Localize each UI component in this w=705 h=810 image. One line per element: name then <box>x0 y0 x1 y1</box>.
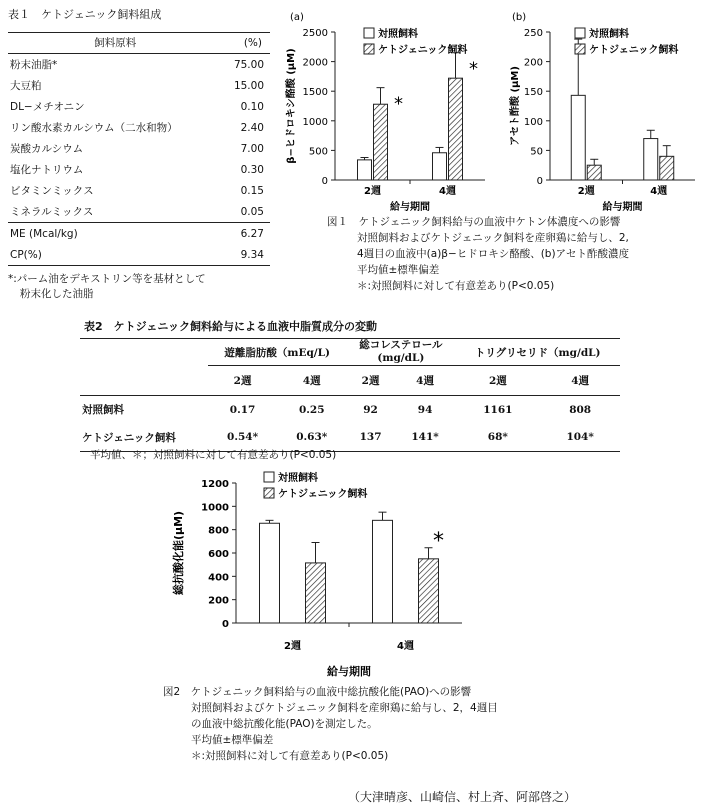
table1-title: 表１ ケトジェニック飼料組成 <box>8 8 162 21</box>
x-tick-label: 4週 <box>650 186 668 197</box>
ingredient-name: 大豆粕 <box>10 80 42 92</box>
nutrient-value: 9.34 <box>222 244 270 266</box>
legend-label: ケトジェニック飼料 <box>278 489 368 500</box>
y-tick-label: 50 <box>530 146 543 158</box>
figure2-caption <box>163 684 498 764</box>
figure2-caption-line: 平均値±標準偏差 <box>191 734 274 746</box>
table2-week-header: 2週 <box>455 366 540 396</box>
legend-swatch <box>264 488 274 498</box>
bar-control <box>358 160 372 180</box>
table1-note <box>8 272 273 302</box>
x-axis-label: 給与期間 <box>602 202 643 213</box>
ingredient-name: 炭酸カルシウム <box>10 143 84 155</box>
table2-title: 表2 ケトジェニック飼料給与による血液中脂質成分の変動 <box>84 320 377 333</box>
table2-cell: 0.63* <box>277 424 346 452</box>
table1-row <box>8 201 270 223</box>
ingredient-name: DL−メチオニン <box>10 101 85 113</box>
y-axis-label: 総抗酸化能(μM) <box>172 510 185 596</box>
y-tick-label: 1200 <box>201 479 229 490</box>
legend-swatch <box>364 28 374 38</box>
table2-week-header: 4週 <box>277 366 346 396</box>
ingredient-value: 2.40 <box>240 121 264 134</box>
table1-header-ingredient: 飼料原料 <box>8 33 222 54</box>
figure1-caption <box>327 214 629 294</box>
y-tick-label: 800 <box>208 525 229 537</box>
y-tick-label: 150 <box>523 87 543 99</box>
table2-group-chol-line1: 総コレステロール <box>359 339 443 351</box>
table2-cell: 68* <box>455 424 540 452</box>
ingredient-value: 0.05 <box>240 205 264 218</box>
ingredient-name: ビタミンミックス <box>10 185 94 197</box>
table1-row <box>8 117 270 138</box>
table2-grid <box>80 338 620 452</box>
bar-control <box>433 153 447 180</box>
legend-swatch <box>264 472 274 482</box>
ingredient-value: 15.00 <box>233 79 264 92</box>
table2-cell: 808 <box>569 403 592 416</box>
significance-mark: * <box>469 58 478 80</box>
legend-label: 対照飼料 <box>378 29 418 40</box>
table2-row-label: ケトジェニック飼料 <box>80 424 208 452</box>
table2-cell: 104* <box>540 424 620 452</box>
ingredient-value: 7.00 <box>240 142 264 155</box>
table2-week-header: 4週 <box>395 366 456 396</box>
y-tick-label: 200 <box>523 57 543 69</box>
bar-ketogenic <box>449 78 463 180</box>
panel-label: (a) <box>290 12 304 23</box>
table1-row <box>8 223 270 245</box>
ingredient-name: ミネラルミックス <box>10 206 94 218</box>
table1-row <box>8 180 270 201</box>
table2-group-chol <box>346 339 455 366</box>
table2-cell: 92 <box>363 403 378 416</box>
table1-row <box>8 75 270 96</box>
ingredient-name: 塩化ナトリウム <box>10 164 84 176</box>
y-tick-label: 2500 <box>302 28 328 39</box>
table2-week-header: 2週 <box>208 366 277 396</box>
chart-pao <box>171 471 462 678</box>
y-tick-label: 250 <box>523 28 543 39</box>
chart-b <box>508 12 695 213</box>
table2-cell: 1161 <box>483 403 513 416</box>
x-tick-label: 2週 <box>364 186 381 197</box>
table2-cell: 0.54* <box>208 424 277 452</box>
ingredient-value: 0.15 <box>240 184 264 197</box>
y-tick-label: 2000 <box>302 57 328 69</box>
table2-cell: 0.17 <box>229 403 256 416</box>
y-tick-label: 100 <box>523 116 543 128</box>
figure2-chart <box>160 465 540 680</box>
figure2-caption-line: ＊:対照飼料に対して有意差あり(P<0.05) <box>191 750 389 762</box>
x-tick-label: 2週 <box>284 641 301 652</box>
ingredient-name: 粉末油脂* <box>10 59 58 71</box>
figure1-caption-line: 4週目の血液中(a)β−ヒドロキシ酪酸、(b)アセト酢酸濃度 <box>357 248 629 260</box>
figure1-caption-line: 平均値±標準偏差 <box>357 264 440 276</box>
figure2-caption-line: 対照飼料およびケトジェニック飼料を産卵鶏に給与し、2，4週目 <box>191 702 498 714</box>
table2-group-chol-line2: (mg/dL) <box>377 352 425 364</box>
bar-control <box>373 520 393 623</box>
ingredient-value: 75.00 <box>233 58 264 71</box>
figure1-charts <box>280 0 705 213</box>
y-axis-label: アセト酢酸 (μM) <box>510 66 521 146</box>
y-axis-label: β−ヒドロキシ酪酸 (μM) <box>286 48 297 164</box>
table1 <box>8 6 273 302</box>
y-tick-label: 1000 <box>302 116 328 128</box>
figure2-caption-line: の血液中総抗酸化能(PAO)を測定した。 <box>191 718 378 730</box>
bar-ketogenic <box>306 563 326 623</box>
ingredient-value: 0.30 <box>240 163 264 176</box>
table1-grid <box>8 32 270 266</box>
legend-swatch <box>364 44 374 54</box>
table2-row-label: 対照飼料 <box>82 404 124 417</box>
legend-label: ケトジェニック飼料 <box>378 45 468 56</box>
legend-label: 対照飼料 <box>278 473 318 484</box>
bar-control <box>644 139 658 180</box>
x-axis-label: 給与期間 <box>390 202 430 213</box>
table1-note-line2: 粉末化した油脂 <box>20 288 94 300</box>
table2-cell: 94 <box>417 403 433 416</box>
y-tick-label: 500 <box>308 146 328 158</box>
x-axis-label: 給与期間 <box>327 665 371 678</box>
bar-ketogenic <box>419 559 439 623</box>
significance-mark: * <box>433 528 444 554</box>
x-tick-label: 4週 <box>397 641 414 652</box>
legend-label: 対照飼料 <box>589 29 629 40</box>
y-tick-label: 0 <box>222 619 229 630</box>
table2-cell: 137 <box>346 424 394 452</box>
bar-ketogenic <box>660 156 674 180</box>
table2-week-header: 4週 <box>540 366 620 396</box>
y-tick-label: 600 <box>208 549 229 560</box>
ingredient-value: 0.10 <box>240 100 264 113</box>
table2-cell: 0.25 <box>298 403 325 416</box>
legend-swatch <box>575 28 585 38</box>
table1-row <box>8 96 270 117</box>
y-tick-label: 200 <box>208 595 229 607</box>
table2-note: 平均値、＊；対照飼料に対して有意差あり(P<0.05) <box>90 449 337 461</box>
figure1-caption-line: 対照飼料およびケトジェニック飼料を産卵鶏に給与し、2, <box>357 232 629 244</box>
significance-mark: * <box>394 93 403 115</box>
bar-ketogenic <box>374 104 388 180</box>
panel-label: (b) <box>512 12 527 23</box>
y-tick-label: 1000 <box>201 502 229 514</box>
table1-row <box>8 159 270 180</box>
y-tick-label: 0 <box>536 176 543 187</box>
authors: （大津晴彦、山崎信、村上斉、阿部啓之） <box>348 790 577 804</box>
nutrient-name: CP(%) <box>8 244 222 266</box>
bar-control <box>260 523 280 623</box>
y-tick-label: 1500 <box>302 87 328 99</box>
table1-header-percent: (%) <box>222 33 270 54</box>
figure2-caption-title: 図2 ケトジェニック飼料給与の血液中総抗酸化能(PAO)への影響 <box>163 686 472 698</box>
y-tick-label: 0 <box>321 176 328 187</box>
nutrient-value: 6.27 <box>222 223 270 245</box>
chart-a <box>284 12 485 213</box>
figure1-caption-title: 図１ ケトジェニック飼料給与の血液中ケトン体濃度への影響 <box>327 216 621 228</box>
x-tick-label: 4週 <box>439 186 456 197</box>
table2-group-ffa: 遊離脂肪酸（mEq/L) <box>208 339 346 366</box>
bar-ketogenic <box>587 165 601 180</box>
y-tick-label: 400 <box>208 572 229 584</box>
legend-swatch <box>575 44 585 54</box>
x-tick-label: 2週 <box>577 186 595 197</box>
table1-row <box>8 244 270 266</box>
table1-note-line1: *:パーム油をデキストリン等を基材として <box>8 273 206 285</box>
table2-group-tg: トリグリセリド（mg/dL) <box>455 339 620 366</box>
ingredient-name: リン酸水素カルシウム（二水和物） <box>10 122 178 134</box>
table2-week-header: 2週 <box>346 366 394 396</box>
figure1-caption-line: ＊:対照飼料に対して有意差あり(P<0.05) <box>357 280 555 292</box>
table1-row <box>8 54 270 76</box>
nutrient-name: ME (Mcal/kg) <box>8 223 222 245</box>
table2-cell: 141* <box>395 424 456 452</box>
bar-control <box>571 95 585 180</box>
legend-label: ケトジェニック飼料 <box>589 45 679 56</box>
table1-row <box>8 138 270 159</box>
